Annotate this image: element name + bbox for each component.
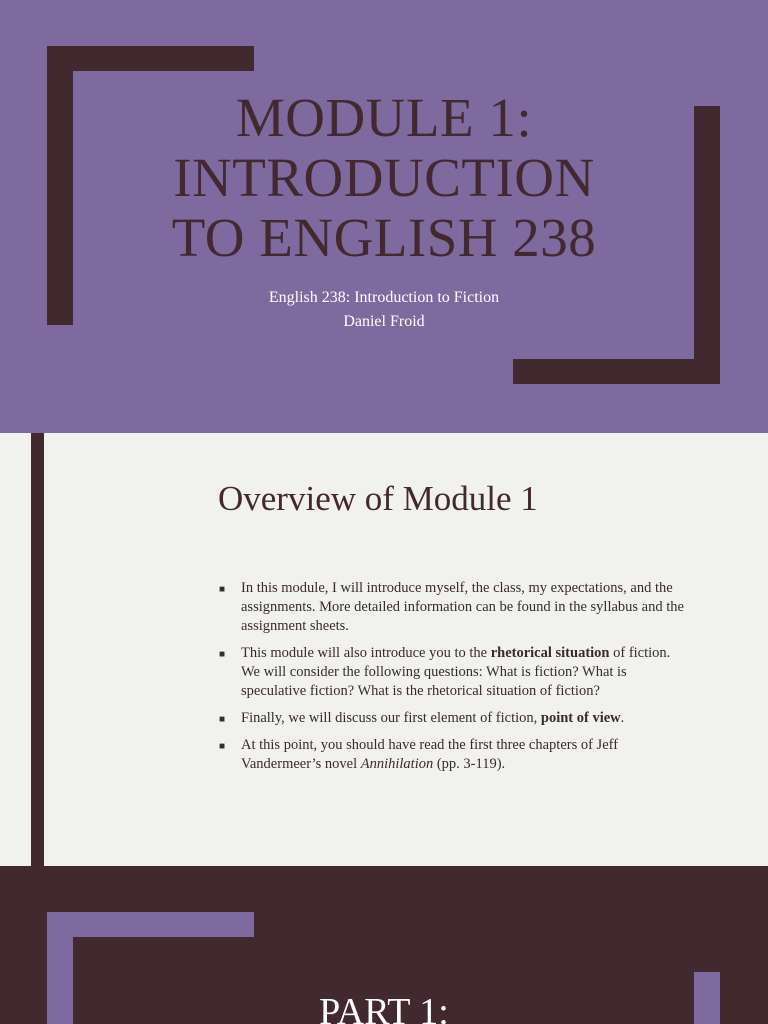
slide-title-line-1: MODULE 1: [235, 87, 533, 148]
part-slide [0, 866, 768, 1024]
square-bullet-icon: ■ [219, 714, 226, 725]
bullet-text: This module will also introduce you to the [241, 645, 491, 661]
bullet-text: In this module, I will introduce myself, the class, my expectations, and the assignments. More detailed information can be found in the syllabus and the assignment sheets. [241, 580, 684, 634]
list-item [218, 644, 688, 701]
bullet-text: (pp. 3-119). [433, 756, 506, 772]
corner-bracket-bottom-right-vertical [694, 106, 720, 384]
list-item [218, 709, 688, 728]
square-bullet-icon: ■ [219, 649, 226, 660]
bullet-text: . [620, 710, 625, 726]
list-item [218, 736, 688, 774]
bullet-text: At this point, you should have read the first three chapters of Jeff Vandermeer’s novel [241, 737, 619, 772]
bullet-bold-term: point of view [540, 710, 621, 726]
bullet-text: Finally, we will discuss our first element of fiction, [241, 710, 541, 726]
bullet-text: of fiction. We will consider the following questions: What is fiction? What is speculative fiction? What is the rhetorical situation of fiction? [241, 645, 671, 699]
square-bullet-icon: ■ [219, 584, 226, 595]
title-slide [0, 0, 768, 433]
square-bullet-icon: ■ [219, 741, 226, 752]
corner-bracket-bottom-right-horizontal [513, 359, 720, 384]
left-accent-bar [31, 433, 44, 866]
list-item [218, 579, 688, 636]
slide-title-line-2: INTRODUCTION [173, 147, 595, 208]
corner-bracket-top-left-horizontal [47, 912, 254, 937]
slide-title [84, 88, 684, 268]
book-title: Annihilation [360, 756, 434, 772]
overview-bullet-list [218, 579, 688, 782]
corner-bracket-top-left-vertical [47, 912, 73, 1024]
bullet-bold-term: rhetorical situation [490, 645, 610, 661]
overview-title: Overview of Module 1 [218, 479, 538, 518]
slide-title-line-3: TO ENGLISH 238 [171, 207, 597, 268]
corner-bracket-top-left-horizontal [47, 46, 254, 71]
part-title: PART 1: [319, 991, 449, 1024]
course-name: English 238: Introduction to Fiction [268, 289, 500, 306]
instructor-name: Daniel Froid [343, 313, 425, 330]
slide-subtitle [84, 286, 684, 334]
overview-slide [0, 433, 768, 866]
corner-bracket-top-left-vertical [47, 46, 73, 325]
corner-bracket-right-vertical [694, 972, 720, 1024]
